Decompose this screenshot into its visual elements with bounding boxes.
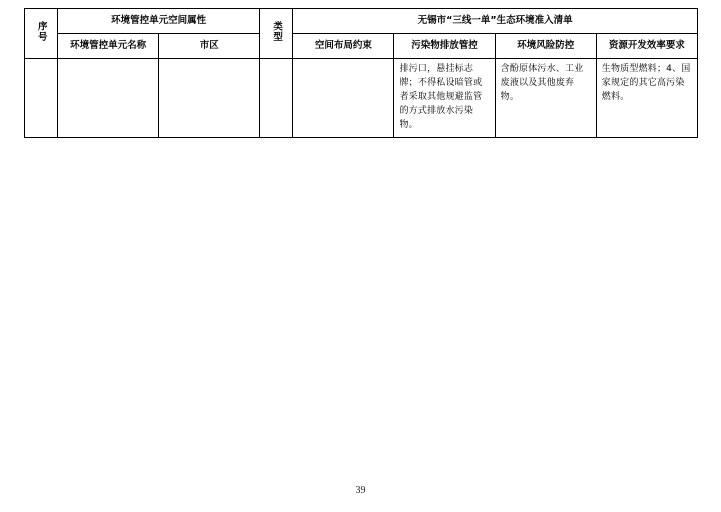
- cell-resource-efficiency: 生物质型燃料；4、国家规定的其它高污染燃料。: [596, 59, 697, 138]
- header-city-district: 市区: [159, 34, 260, 59]
- header-type: 类型: [260, 9, 293, 59]
- table-header-row-2: [25, 34, 698, 59]
- cell-unit-name: [58, 59, 159, 138]
- environmental-control-table: [24, 8, 698, 138]
- cell-pollutant-control: 排污口，悬挂标志牌；不得私设暗管或者采取其他规避监管的方式排放水污染物。: [394, 59, 495, 138]
- cell-risk-control: 含酚原体污水、工业废液以及其他废弃物。: [495, 59, 596, 138]
- header-unit-name: 环境管控单元名称: [58, 34, 159, 59]
- cell-seq: [25, 59, 58, 138]
- header-column-pollutant-control: 污染物排放管控: [394, 34, 495, 59]
- header-checklist-group: 无锡市“三线一单”生态环境准入清单: [293, 9, 698, 34]
- page-number: 39: [355, 485, 366, 496]
- cell-city-district: [159, 59, 260, 138]
- header-unit-attr-group: 环境管控单元空间属性: [58, 9, 260, 34]
- table-row: [25, 59, 698, 138]
- cell-type: [260, 59, 293, 138]
- table-header-row-1: [25, 9, 698, 34]
- cell-spatial-layout: [293, 59, 394, 138]
- header-seq: 序号: [25, 9, 58, 59]
- header-column-resource-efficiency: 资源开发效率要求: [596, 34, 697, 59]
- header-column-risk-control: 环境风险防控: [495, 34, 596, 59]
- header-column-spatial-layout: 空间布局约束: [293, 34, 394, 59]
